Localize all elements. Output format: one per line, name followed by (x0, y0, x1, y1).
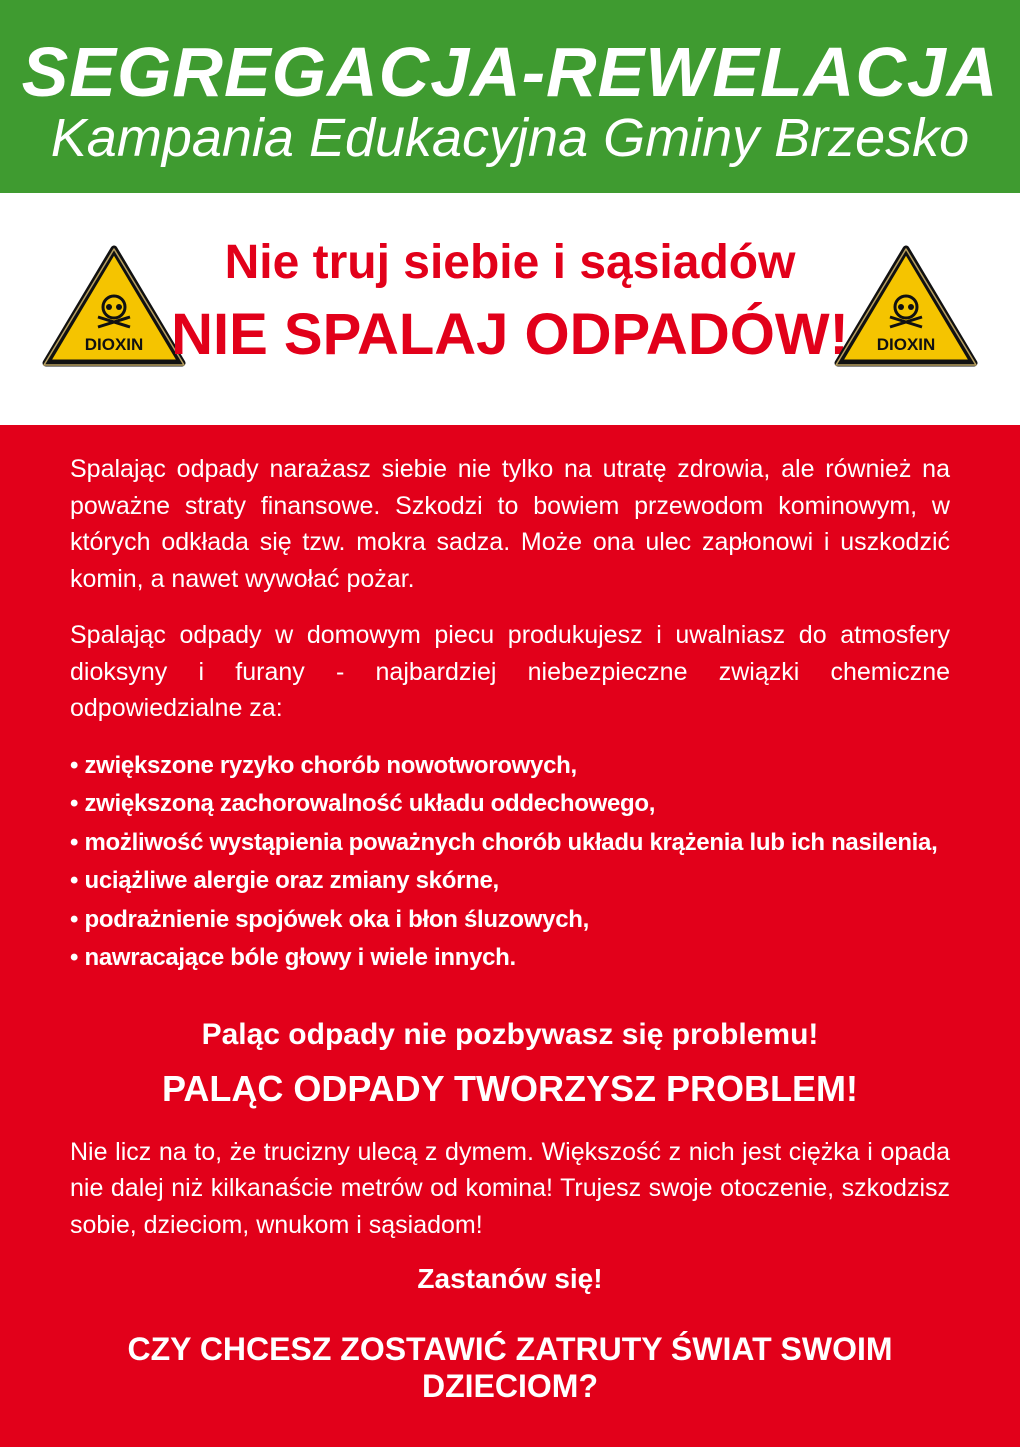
slogan-2: PALĄC ODPADY TWORZYSZ PROBLEM! (162, 1067, 858, 1109)
health-risks-list (70, 747, 950, 978)
warning-line-1: Nie truj siebie i sąsiadów (224, 236, 796, 289)
list-item: • możliwość wystąpienia poważnych chorób układu krążenia lub ich nasilenia, (70, 828, 938, 856)
main-content (0, 425, 1020, 1405)
list-item: • zwiększoną zachorowalność układu oddechowego, (70, 790, 656, 817)
warning-line-2: NIE SPALAJ ODPADÓW! (171, 302, 849, 367)
svg-text:DIOXIN: DIOXIN (876, 335, 936, 354)
svg-text:DIOXIN: DIOXIN (84, 335, 144, 354)
list-item: • uciążliwe alergie oraz zmiany skórne, (70, 867, 499, 894)
list-item: • podrażnienie spojówek oka i błon śluzowych, (70, 905, 589, 933)
slogan-1: Paląc odpady nie pozbywasz się problemu! (201, 1017, 819, 1051)
dioxin-warning-icon (834, 245, 978, 369)
list-item: • nawracające bóle głowy i wiele innych. (70, 944, 516, 971)
paragraph-financial: Spalając odpady narażasz siebie nie tylko na utratę zdrowia, ale również na poważne straty finansowe. Szkodzi to bowiem przewodom kominowym, w których odkłada się tzw. mokra sadza. Może ona ulec zapłonowi i uszkodzić komin, a nawet wywołać pożar. (70, 455, 950, 593)
closing-question: CZY CHCESZ ZOSTAWIĆ ZATRUTY ŚWIAT SWOIM DZIECIOM? (127, 1331, 893, 1404)
header-banner (0, 0, 1020, 193)
paragraph-smoke: Nie licz na to, że trucizny ulecą z dymem. Większość z nich jest ciężka i opada nie dalej niż kilkanaście metrów od komina! Trujesz swoje otoczenie, szkodzisz sobie, dzieciom, wnukom i sąsiadom! (70, 1137, 950, 1239)
campaign-title: SEGREGACJA-REWELACJA (21, 33, 999, 111)
list-item: • zwiększone ryzyko chorób nowotworowych, (70, 751, 577, 779)
campaign-subtitle: Kampania Edukacyjna Gminy Brzesko (50, 108, 970, 168)
warning-section (0, 193, 1020, 425)
think-text: Zastanów się! (417, 1263, 603, 1294)
paragraph-dioxins: Spalając odpady w domowym piecu produkujesz i uwalniasz do atmosfery dioksyny i furany - najbardziej niebezpieczne związki chemiczne odpowiedzialne za: (70, 621, 950, 722)
